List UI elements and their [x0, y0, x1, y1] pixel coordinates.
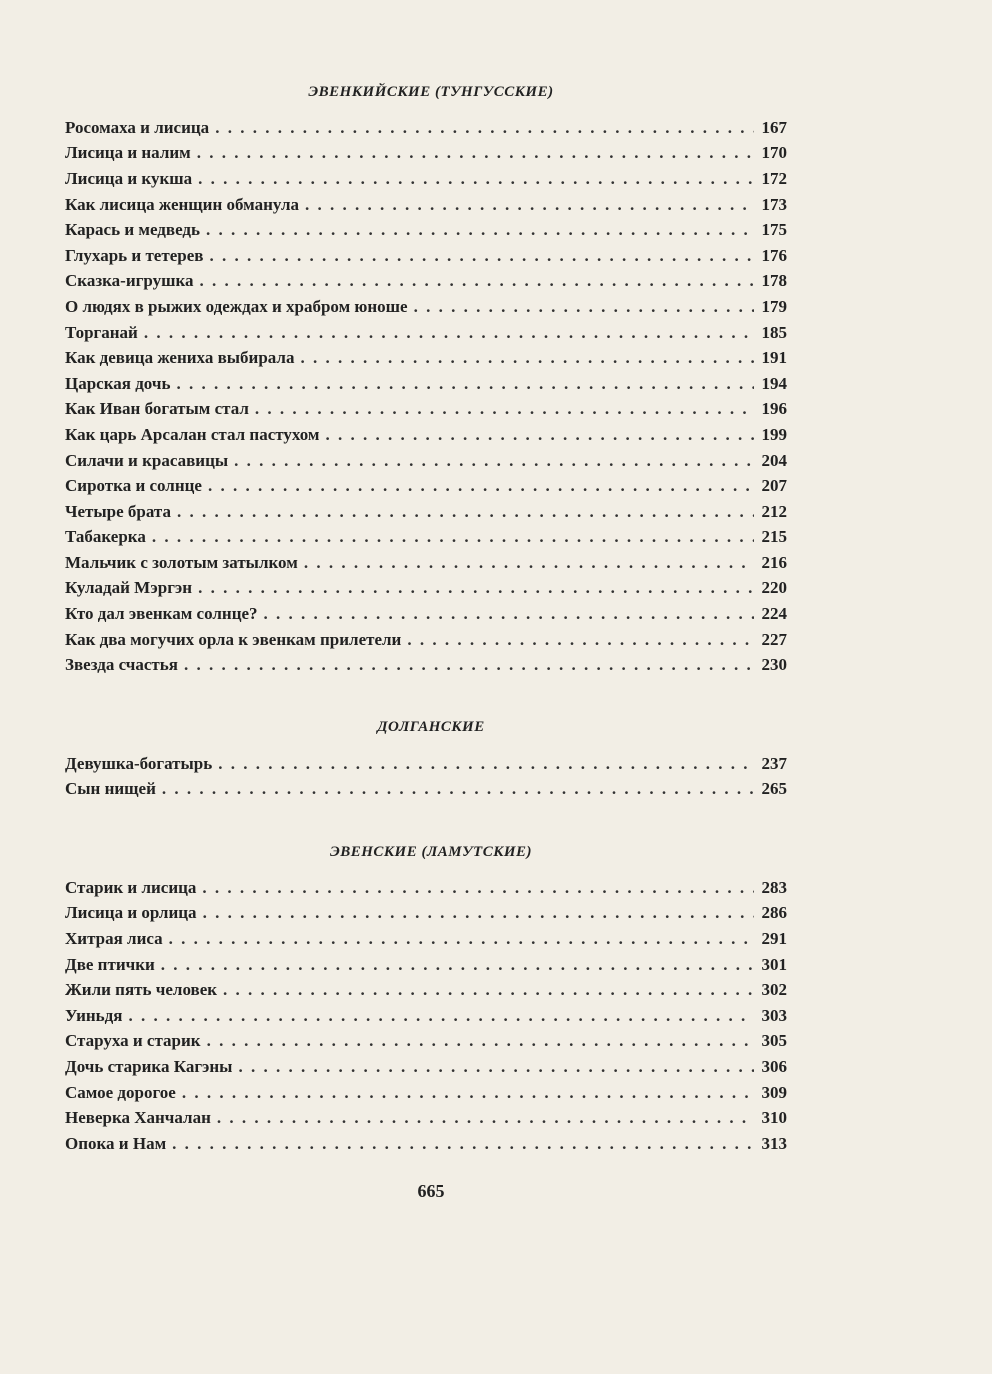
dot-leader [161, 955, 754, 975]
entry-page: 286 [761, 903, 787, 923]
toc-entry [65, 875, 787, 901]
toc-list-even [65, 875, 787, 1157]
toc-entry [65, 166, 787, 192]
entry-page: 179 [761, 296, 787, 316]
dot-leader [169, 929, 754, 949]
dot-leader [300, 348, 753, 368]
entry-page: 185 [761, 322, 787, 342]
toc-entry [65, 576, 787, 602]
entry-title: Старик и лисица [65, 877, 197, 897]
dot-leader [255, 399, 754, 419]
toc-entry [65, 294, 787, 320]
entry-page: 216 [761, 552, 787, 572]
entry-page: 212 [761, 501, 787, 521]
dot-leader [304, 553, 754, 573]
entry-title: Царская дочь [65, 373, 171, 393]
toc-entry [65, 473, 787, 499]
dot-leader [184, 655, 754, 675]
toc-entry [65, 1029, 787, 1055]
entry-title: Старуха и старик [65, 1031, 201, 1051]
entry-page: 191 [761, 348, 787, 368]
toc-entry [65, 977, 787, 1003]
toc-entry [65, 627, 787, 653]
entry-page: 237 [761, 753, 787, 773]
dot-leader [144, 323, 754, 343]
entry-page: 303 [761, 1005, 787, 1025]
entry-page: 175 [761, 220, 787, 240]
entry-page: 265 [761, 779, 787, 799]
entry-page: 310 [761, 1108, 787, 1128]
toc-entry [65, 115, 787, 141]
entry-title: Сиротка и солнце [65, 476, 202, 496]
entry-title: Хитрая лиса [65, 928, 163, 948]
toc-entry [65, 243, 787, 269]
entry-page: 313 [761, 1133, 787, 1153]
toc-entry [65, 1080, 787, 1106]
dot-leader [414, 297, 754, 317]
dot-leader [325, 425, 753, 445]
toc-entry [65, 1054, 787, 1080]
entry-title: Дочь старика Кагэны [65, 1056, 233, 1076]
entry-title: Как лисица женщин обманула [65, 194, 300, 214]
entry-title: Сын нищей [65, 779, 156, 799]
entry-page: 176 [761, 245, 787, 265]
entry-page: 227 [761, 629, 787, 649]
toc-entry [65, 397, 787, 423]
entry-page: 199 [761, 424, 787, 444]
entry-page: 309 [761, 1082, 787, 1102]
dot-leader [305, 195, 753, 215]
entry-title: Сказка-игрушка [65, 271, 194, 291]
entry-page: 305 [761, 1031, 787, 1051]
toc-entry [65, 952, 787, 978]
entry-title: Глухарь и тетерев [65, 245, 204, 265]
entry-title: Торганай [65, 322, 138, 342]
dot-leader [198, 578, 753, 598]
toc-entry [65, 320, 787, 346]
entry-title: Опока и Нам [65, 1133, 167, 1153]
toc-entry [65, 499, 787, 525]
toc-list-dolgan [65, 751, 787, 802]
entry-page: 302 [761, 980, 787, 1000]
dot-leader [197, 143, 754, 163]
dot-leader [172, 1134, 753, 1154]
dot-leader [215, 118, 753, 138]
entry-page: 220 [761, 578, 787, 598]
entry-title: О людях в рыжих одеждах и храбром юноше [65, 296, 408, 316]
dot-leader [177, 502, 754, 522]
toc-entry [65, 777, 787, 803]
dot-leader [176, 374, 753, 394]
dot-leader [209, 246, 753, 266]
toc-list-evenki [65, 115, 787, 678]
toc-entry [65, 1105, 787, 1131]
entry-page: 194 [761, 373, 787, 393]
toc-entry [65, 217, 787, 243]
entry-page: 283 [761, 877, 787, 897]
entry-title: Как Иван богатым стал [65, 399, 249, 419]
entry-title: Лисица и орлица [65, 903, 197, 923]
entry-page: 172 [761, 168, 787, 188]
toc-entry [65, 345, 787, 371]
toc-entry [65, 525, 787, 551]
entry-page: 207 [761, 476, 787, 496]
dot-leader [238, 1057, 753, 1077]
dot-leader [162, 779, 754, 799]
dot-leader [199, 271, 753, 291]
toc-entry [65, 601, 787, 627]
entry-title: Табакерка [65, 527, 146, 547]
toc-entry [65, 371, 787, 397]
entry-title: Куладай Мэргэн [65, 578, 193, 598]
dot-leader [128, 1006, 753, 1026]
entry-title: Уиньдя [65, 1005, 123, 1025]
entry-page: 178 [761, 271, 787, 291]
entry-page: 204 [761, 450, 787, 470]
entry-title: Звезда счастья [65, 655, 178, 675]
section-title-evenki: ЭВЕНКИЙСКИЕ (ТУНГУССКИЕ) [308, 84, 554, 100]
entry-page: 230 [761, 655, 787, 675]
entry-page: 224 [761, 604, 787, 624]
entry-page: 173 [761, 194, 787, 214]
dot-leader [218, 754, 753, 774]
entry-page: 215 [761, 527, 787, 547]
section-title-even: ЭВЕНСКИЕ (ЛАМУТСКИЕ) [329, 844, 533, 860]
dot-leader [207, 1031, 754, 1051]
toc-entry [65, 751, 787, 777]
toc-entry [65, 269, 787, 295]
toc-entry [65, 550, 787, 576]
entry-title: Силачи и красавицы [65, 450, 229, 470]
entry-title: Карась и медведь [65, 220, 200, 240]
dot-leader [198, 169, 753, 189]
entry-page: 167 [761, 117, 787, 137]
toc-entry [65, 1003, 787, 1029]
dot-leader [264, 604, 754, 624]
entry-title: Четыре брата [65, 501, 171, 521]
toc-entry [65, 926, 787, 952]
entry-title: Лисица и кукша [65, 168, 193, 188]
toc-entry [65, 422, 787, 448]
section-title-dolgan: ДОЛГАНСКИЕ [377, 719, 485, 735]
dot-leader [202, 878, 753, 898]
toc-entry [65, 652, 787, 678]
toc-entry [65, 192, 787, 218]
entry-title: Девушка-богатырь [65, 753, 213, 773]
entry-title: Две птички [65, 954, 155, 974]
dot-leader [223, 980, 753, 1000]
page-number: 665 [417, 1181, 445, 1201]
dot-leader [234, 451, 753, 471]
entry-title: Кто дал эвенкам солнце? [65, 604, 258, 624]
toc-entry [65, 1131, 787, 1157]
dot-leader [407, 630, 753, 650]
entry-page: 306 [761, 1056, 787, 1076]
dot-leader [217, 1108, 754, 1128]
entry-page: 170 [761, 143, 787, 163]
entry-title: Росомаха и лисица [65, 117, 210, 137]
dot-leader [182, 1083, 754, 1103]
entry-title: Как девица жениха выбирала [65, 348, 295, 368]
dot-leader [203, 903, 754, 923]
entry-title: Как два могучих орла к эвенкам прилетели [65, 629, 402, 649]
toc-entry [65, 448, 787, 474]
dot-leader [206, 220, 754, 240]
entry-title: Мальчик с золотым затылком [65, 552, 298, 572]
entry-title: Жили пять человек [65, 980, 218, 1000]
toc-entry [65, 901, 787, 927]
dot-leader [152, 527, 754, 547]
entry-page: 291 [761, 928, 787, 948]
entry-page: 196 [761, 399, 787, 419]
entry-title: Лисица и налим [65, 143, 191, 163]
entry-page: 301 [761, 954, 787, 974]
dot-leader [208, 476, 754, 496]
toc-entry [65, 141, 787, 167]
entry-title: Неверка Ханчалан [65, 1108, 211, 1128]
entry-title: Как царь Арсалан стал пастухом [65, 424, 320, 444]
entry-title: Самое дорогое [65, 1082, 176, 1102]
